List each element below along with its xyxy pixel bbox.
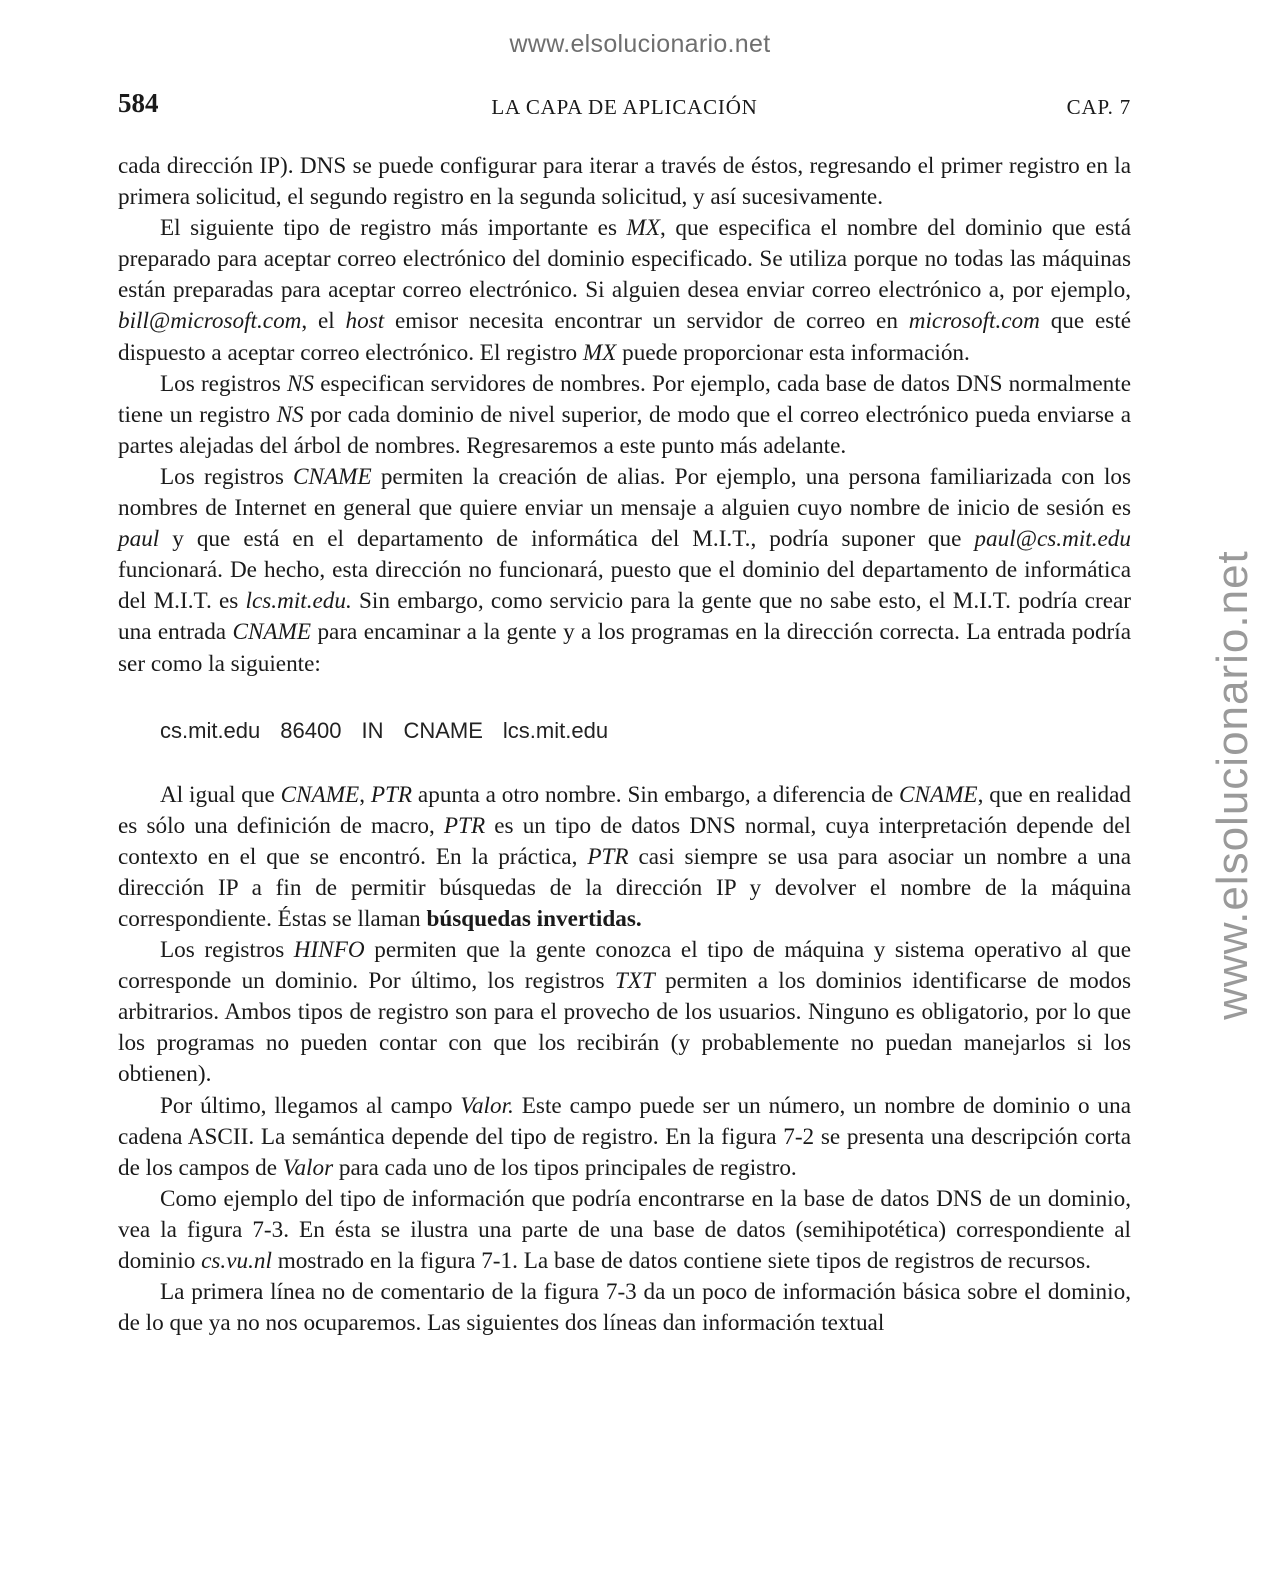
paragraph: El siguiente tipo de registro más importante es MX, que especifica el nombre del dominio que está preparado para aceptar correo electrónico del dominio especificado. Se utiliza porque no todas las máquinas están preparadas para aceptar correo electrónico. Si alguien desea enviar correo electrónico a, por ejemplo, bill@microsoft.com, el host emisor necesita encontrar un servidor de correo en microsoft.com que esté dispuesto a aceptar correo electrónico. El registro MX puede proporcionar esta información. — [118, 215, 1132, 366]
page-number: 584 — [118, 88, 159, 118]
running-title: LA CAPA DE APLICACIÓN — [491, 95, 758, 119]
record-domain: cs.mit.edu — [160, 717, 261, 743]
paragraph: Por último, llegamos al campo Valor. Este campo puede ser un número, un nombre de dominio o una cadena ASCII. La semántica depende del tipo de registro. En la figura 7-2 se presenta una descripción corta de los campos de Valor para cada uno de los tipos principales de registro. — [118, 1092, 1131, 1181]
record-class: IN — [361, 717, 384, 743]
page-header — [118, 88, 1131, 128]
paragraph: La primera línea no de comentario de la figura 7-3 da un poco de información básica sobre el dominio, de lo que ya no nos ocuparemos. Las siguientes dos líneas dan información textual — [118, 1279, 1131, 1337]
dns-record-example — [160, 715, 1131, 746]
chapter-label: CAP. 7 — [1066, 95, 1131, 119]
paragraph: Como ejemplo del tipo de información que podría encontrarse en la base de datos DNS de un dominio, vea la figura 7-3. En ésta se ilustra una parte de una base de datos (semihipotética) correspondiente al dominio cs.vu.nl mostrado en la figura 7-1. La base de datos contiene siete tipos de registros de recursos. — [118, 1185, 1131, 1274]
record-value: lcs.mit.edu — [502, 717, 609, 743]
record-ttl: 86400 — [280, 717, 342, 743]
paragraph: Los registros NS especifican servidores de nombres. Por ejemplo, cada base de datos DNS normalmente tiene un registro NS por cada dominio de nivel superior, de modo que el correo electrónico pueda enviarse a partes alejadas del árbol de nombres. Regresaremos a este punto más adelante. — [118, 370, 1132, 459]
paragraph: Los registros HINFO permiten que la gente conozca el tipo de máquina y sistema operativo al que corresponde un dominio. Por último, los registros TXT permiten a los dominios identificarse de modos arbitrarios. Ambos tipos de registro son para el provecho de los usuarios. Ninguno es obligatorio, por lo que los programas no pueden contar con que los recibirán (y probablemente no puedan manejarlos si los obtienen). — [118, 937, 1131, 1088]
paragraph: Al igual que CNAME, PTR apunta a otro nombre. Sin embargo, a diferencia de CNAME, que en realidad es sólo una definición de macro, PTR es un tipo de datos DNS normal, cuya interpretación depende del contexto en el que se encontró. En la práctica, PTR casi siempre se usa para asociar un nombre a una dirección IP a fin de permitir búsquedas de la dirección IP y devolver el nombre de la máquina correspondiente. Éstas se llaman búsquedas invertidas. — [118, 781, 1131, 932]
body-text — [118, 151, 1131, 1339]
record-type: CNAME — [403, 717, 483, 743]
watermark-top: www.elsolucionario.net — [509, 30, 771, 58]
watermark-side: www.elsolucionario.net — [1208, 550, 1257, 1020]
paragraph: cada dirección IP). DNS se puede configurar para iterar a través de éstos, regresando el primer registro en la primera solicitud, el segundo registro en la segunda solicitud, y así sucesivamente. — [118, 153, 1131, 211]
paragraph: Los registros CNAME permiten la creación de alias. Por ejemplo, una persona familiarizada con los nombres de Internet en general que quiere enviar un mensaje a alguien cuyo nombre de inicio de sesión es paul y que está en el departamento de informática del M.I.T., podría suponer que paul@cs.mit.edu funcionará. De hecho, esta dirección no funcionará, puesto que el dominio del departamento de informática del M.I.T. es lcs.mit.edu. Sin embargo, como servicio para la gente que no sabe esto, el M.I.T. podría crear una entrada CNAME para encaminar a la gente y a los programas en la dirección correcta. La entrada podría ser como la siguiente: — [118, 463, 1132, 677]
